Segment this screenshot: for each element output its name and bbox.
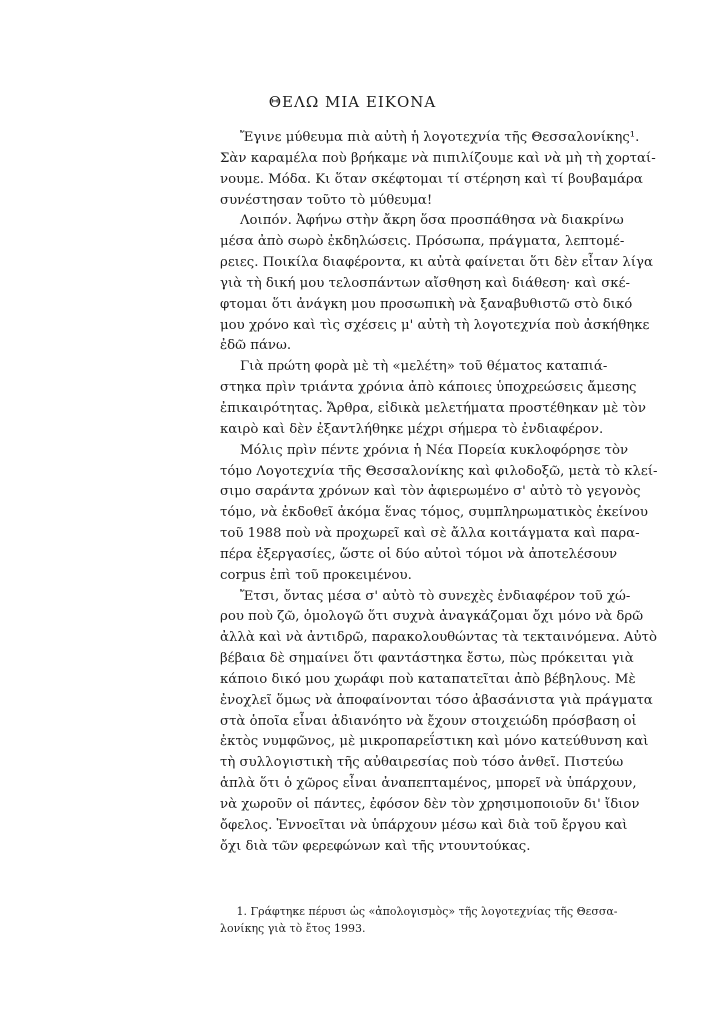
text-line: Ἔγινε μύθευμα πιὰ αὐτὴ ἡ λογοτεχνία τῆς Θεσσαλονίκης¹. [239,130,640,145]
text-line: γιὰ τὴ δική μου τελοσπάντων αἴσθηση καὶ διάθεση· καὶ σκέ- [220,275,630,291]
body-text [220,128,658,858]
text-line: βέβαια δὲ σημαίνει ὅτι φαντάστηκα ἔστω, πὼς πρόκειται γιὰ [220,651,634,667]
text-line: Γιὰ πρώτη φορὰ μὲ τὴ «μελέτη» τοῦ θέματος καταπιά- [239,359,608,375]
text-line: ἐκτὸς νυμφῶνος, μὲ μικροπαρεΐστικη καὶ μόνο κατεύθυνση καὶ [220,734,649,750]
text-line: κάποιο δικό μου χωράφι ποὺ καταπατεῖται ἀπὸ βέβηλους. Μὲ [220,671,636,687]
text-line: Ἔτσι, ὄντας μέσα σ' αὐτὸ τὸ συνεχὲς ἐνδιαφέρον τοῦ χώ- [239,588,631,604]
text-line: corpus ἐπὶ τοῦ προκειμένου. [220,567,412,583]
text-line: νὰ χωροῦν οἱ πάντες, ἐφόσον δὲν τὸν χρησιμοποιοῦν δι' ἴδιον [220,797,640,812]
text-line: νουμε. Μόδα. Κι ὅταν σκέφτομαι τί στέρηση καὶ τί βουβαμάρα [220,171,643,187]
text-line: ἐνοχλεῖ ὅμως νὰ ἀποφαίνονται τόσο ἀβασάνιστα γιὰ πράγματα [220,692,653,708]
text-line: τοῦ 1988 ποὺ νὰ προχωρεῖ καὶ σὲ ἄλλα κοιτάγματα καὶ παρα- [220,526,640,542]
text-line: μου χρόνο καὶ τὶς σχέσεις μ' αὐτὴ τὴ λογοτεχνία ποὺ ἀσκήθηκε [220,317,650,333]
text-line: στηκα πρὶν τριάντα χρόνια ἀπὸ κάποιες ὑποχρεώσεις ἄμεσης [220,380,637,396]
text-line: ἁπλὰ ὅτι ὁ χῶρος εἶναι ἀναπεπταμένος, μπορεῖ νὰ ὑπάρχουν, [220,776,637,792]
footnote-line: 1. Γράφτηκε πέρυσι ὡς «ἀπολογισμὸς» τῆς λογοτεχνίας τῆς Θεσσα- [236,905,618,918]
footnote-line: λονίκης γιὰ τὸ ἔτος 1993. [220,922,366,935]
text-line: συνέστησαν τοῦτο τὸ μύθευμα! [220,192,433,208]
text-line: ἐδῶ πάνω. [220,338,292,354]
text-line: φτομαι ὅτι ἀνάγκη μου προσωπικὴ νὰ ξαναβυθιστῶ στὸ δικό [220,296,633,312]
text-line: μέσα ἀπὸ σωρὸ ἐκδηλώσεις. Πρόσωπα, πράγματα, λεπτομέ- [220,234,625,250]
text-line: καιρὸ καὶ δὲν ἐξαντλήθηκε μέχρι σήμερα τὸ ἐνδιαφέρον. [220,421,604,437]
text-line: ρειες. Ποικίλα διαφέροντα, κι αὐτὰ φαίνεται ὅτι δὲν εἶταν λίγα [220,255,653,271]
text-line: τὴ συλλογιστικὴ τῆς αὐθαιρεσίας ποὺ τόσο ἀνθεῖ. Πιστεύω [220,755,624,771]
text-line: ὄχι διὰ τῶν φερεφώνων καὶ τῆς ντουντούκας. [220,838,531,854]
footnote [220,903,618,937]
page-title: ΘΕΛΩ ΜΙΑ ΕΙΚΟΝΑ [268,93,437,111]
text-line: στὰ ὁποῖα εἶναι ἀδιανόητο νὰ ἔχουν στοιχειώδη πρόσβαση οἱ [220,713,637,729]
text-line: Μόλις πρὶν πέντε χρόνια ἡ Νέα Πορεία κυκλοφόρησε τὸν [239,442,629,458]
text-line: Λοιπόν. Ἀφήνω στὴν ἄκρη ὅσα προσπάθησα νὰ διακρίνω [239,213,624,229]
text-line: τόμο, νὰ ἐκδοθεῖ ἀκόμα ἕνας τόμος, συμπληρωματικὸς ἐκείνου [220,505,648,521]
text-line: σιμο σαράντα χρόνων καὶ τὸν ἀφιερωμένο σ' αὐτὸ τὸ γεγονὸς [220,484,641,500]
text-line: ἐπικαιρότητας. Ἄρθρα, εἰδικὰ μελετήματα προστέθηκαν μὲ τὸν [220,400,646,416]
text-line: πέρα ἐξεργασίες, ὥστε οἱ δύο αὐτοὶ τόμοι νὰ ἀποτελέσουν [220,546,618,562]
text-line: τόμο Λογοτεχνία τῆς Θεσσαλονίκης καὶ φιλοδοξῶ, μετὰ τὸ κλεί- [220,463,658,479]
text-line: ὄφελος. Ἐννοεῖται νὰ ὑπάρχουν μέσω καὶ διὰ τοῦ ἔργου καὶ [220,817,628,833]
text-line: ἀλλὰ καὶ νὰ ἀντιδρῶ, παρακολουθώντας τὰ τεκταινόμενα. Αὐτὸ [220,630,657,646]
text-line: ρου ποὺ ζῶ, ὁμολογῶ ὅτι συχνὰ ἀναγκάζομαι ὄχι μόνο νὰ δρῶ [220,609,644,625]
text-line: Σὰν καραμέλα ποὺ βρήκαμε νὰ πιπιλίζουμε καὶ νὰ μὴ τὴ χορταί- [220,150,656,166]
